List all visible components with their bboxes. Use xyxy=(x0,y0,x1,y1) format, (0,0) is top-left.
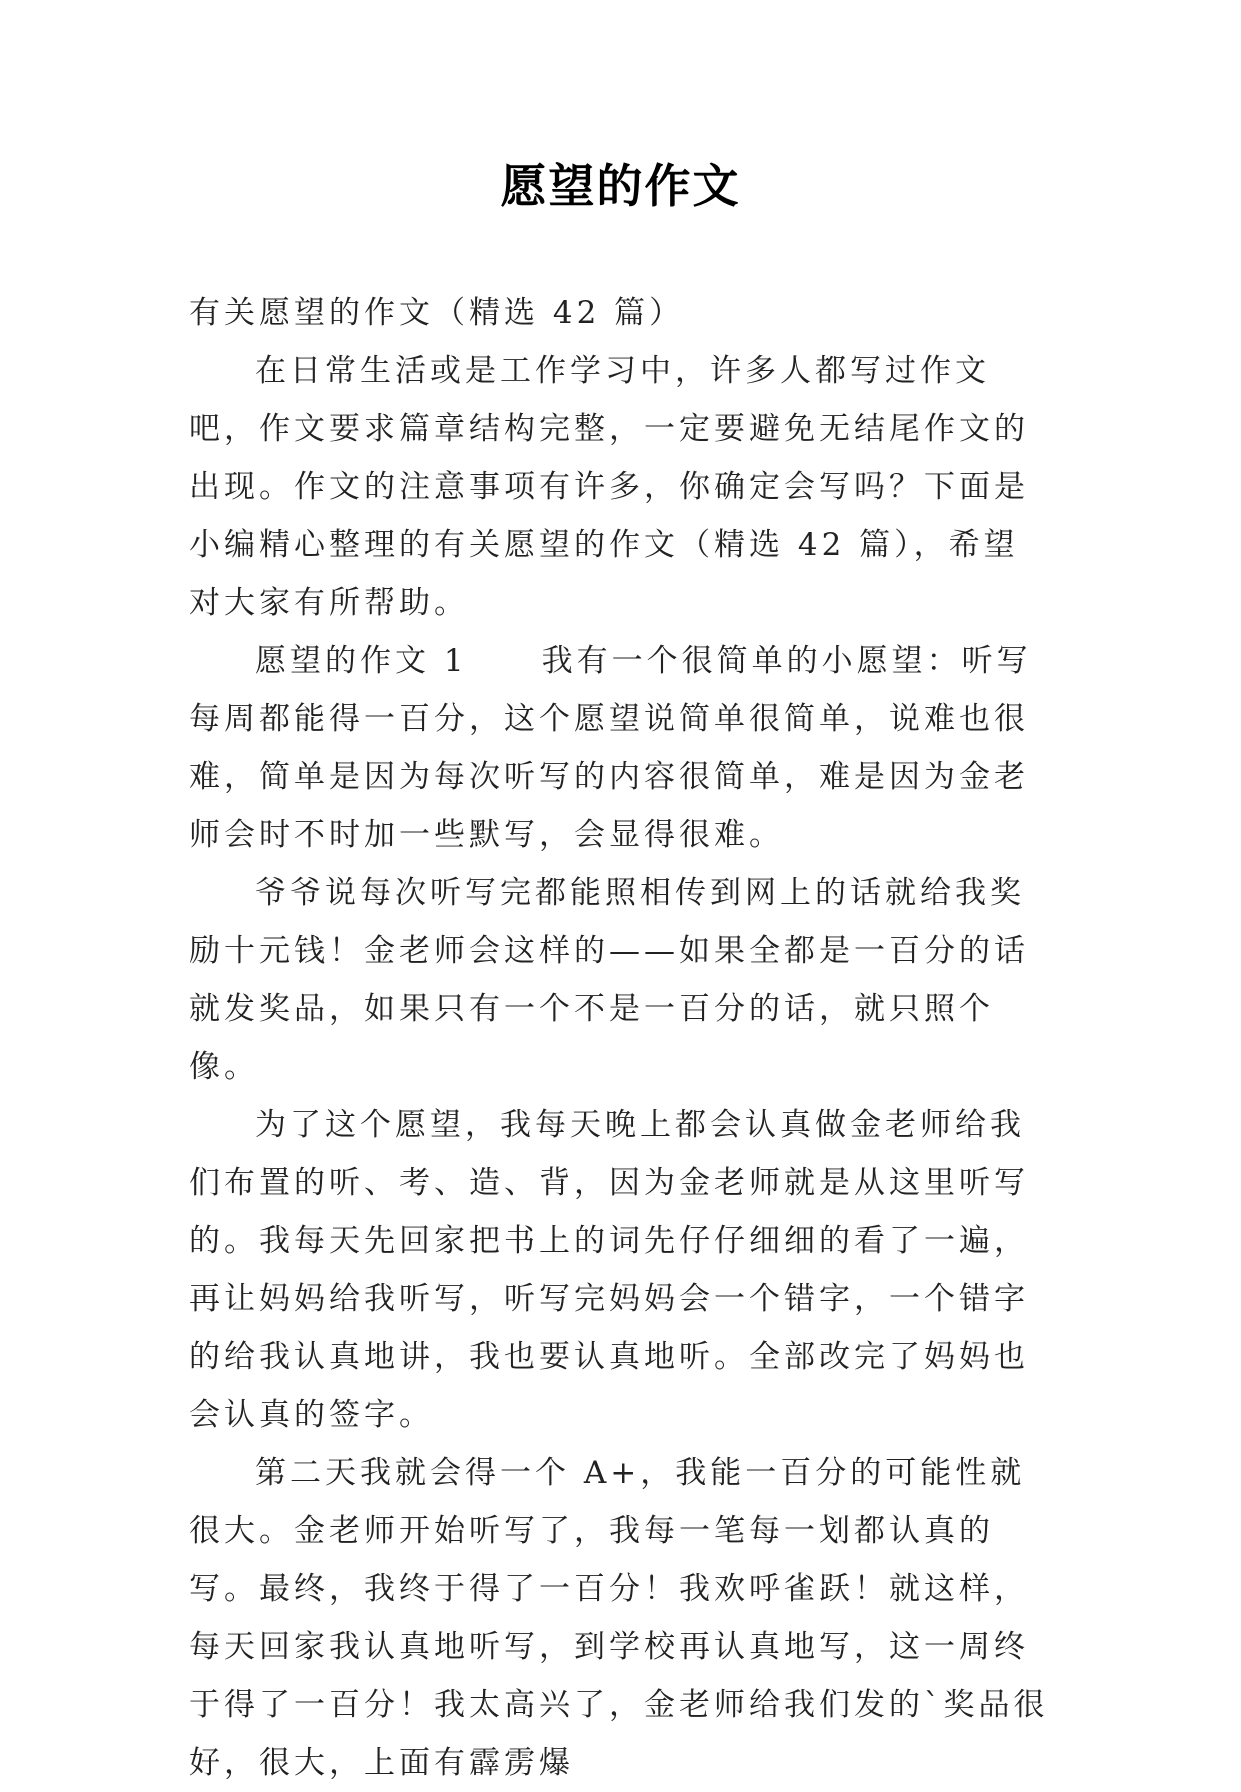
document-title: 愿望的作文 xyxy=(500,159,741,213)
document-body xyxy=(189,284,1049,1792)
document-subtitle: 有关愿望的作文（精选 42 篇） xyxy=(189,295,685,331)
intro-paragraph: 在日常生活或是工作学习中，许多人都写过作文吧，作文要求篇章结构完整，一定要避免无结尾作文的出现。作文的注意事项有许多，你确定会写吗？下面是小编精心整理的有关愿望的作文（精选 42 篇），希望对大家有所帮助。 xyxy=(189,353,1029,621)
essay-1-paragraph-4: 第二天我就会得一个 A+，我能一百分的可能性就很大。金老师开始听写了，我每一笔每一划都认真的写。最终，我终于得了一百分！我欢呼雀跃！就这样，每天回家我认真地听写，到学校再认真地写，这一周终于得了一百分！我太高兴了，金老师给我们发的`奖品很好，很大，上面有霹雳爆 xyxy=(189,1455,1049,1781)
essay-1-heading: 愿望的作文 1 xyxy=(255,643,468,679)
essay-1-paragraph-3: 为了这个愿望，我每天晚上都会认真做金老师给我们布置的听、考、造、背，因为金老师就是从这里听写的。我每天先回家把书上的词先仔仔细细的看了一遍，再让妈妈给我听写，听写完妈妈会一个错字，一个错字的给我认真地讲，我也要认真地听。全部改完了妈妈也会认真的签字。 xyxy=(189,1107,1029,1433)
essay-1-paragraph-1 xyxy=(189,632,1049,864)
essay-1-paragraph-1-text: 我有一个很简单的小愿望：听写每周都能得一百分，这个愿望说简单很简单，说难也很难，简单是因为每次听写的内容很简单，难是因为金老师会时不时加一些默写，会显得很难。 xyxy=(189,643,1032,853)
essay-1-paragraph-2: 爷爷说每次听写完都能照相传到网上的话就给我奖励十元钱！金老师会这样的——如果全都是一百分的话就发奖品，如果只有一个不是一百分的话，就只照个像。 xyxy=(189,875,1029,1085)
